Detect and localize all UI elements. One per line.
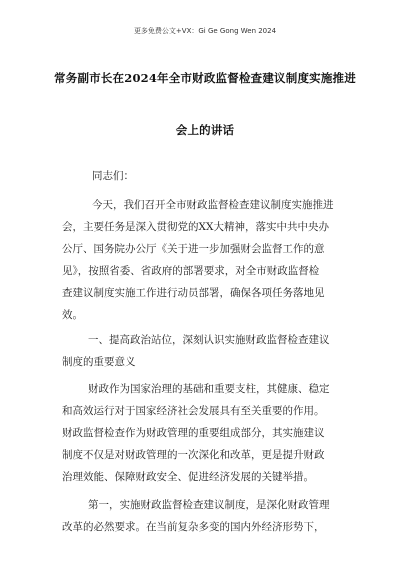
- document-title-line-1: 常务副市长在2024年全市财政监督检查建议制度实施推进: [54, 71, 356, 85]
- body-line: 和高效运行对于国家经济社会发展具有至关重要的作用。: [62, 405, 325, 417]
- section-heading: 制度的重要意义: [62, 356, 136, 368]
- body-line: 查建议制度实施工作进行动员部署，确保各项任务落地见: [62, 287, 325, 299]
- body-line: 公厅、国务院办公厅《关于进一步加强财会监督工作的意: [62, 243, 325, 255]
- body-line: 治理效能、保障财政安全、促进经济发展的关键举措。: [62, 471, 314, 483]
- section-heading: 一、提高政治站位，深刻认识实施财政监督检查建议: [88, 334, 330, 346]
- body-line: 会，主要任务是深入贯彻党的XX大精神，落实中共中央办: [62, 221, 329, 233]
- body-line: 财政作为国家治理的基础和重要支柱，其健康、稳定: [88, 383, 330, 395]
- body-line: 见》，按照省委、省政府的部署要求，对全市财政监督检: [62, 265, 320, 277]
- greeting: 同志们：: [92, 170, 134, 182]
- header-note: 更多免费公文+VX：Gi Ge Gong Wen 2024: [133, 27, 277, 35]
- document-title-line-2: 会上的讲话: [175, 123, 235, 137]
- body-line: 第一，实施财政监督检查建议制度，是深化财政管理: [88, 499, 330, 511]
- body-line: 今天，我们召开全市财政监督检查建议制度实施推进: [92, 199, 334, 211]
- body-line: 财政监督检查作为财政管理的重要组成部分，其实施建议: [62, 427, 325, 439]
- body-line: 效。: [62, 309, 83, 321]
- body-line: 改革的必然要求。在当前复杂多变的国内外经济形势下，: [62, 521, 325, 533]
- body-line: 制度不仅是对财政管理的一次深化和改革，更是提升财政: [62, 449, 325, 461]
